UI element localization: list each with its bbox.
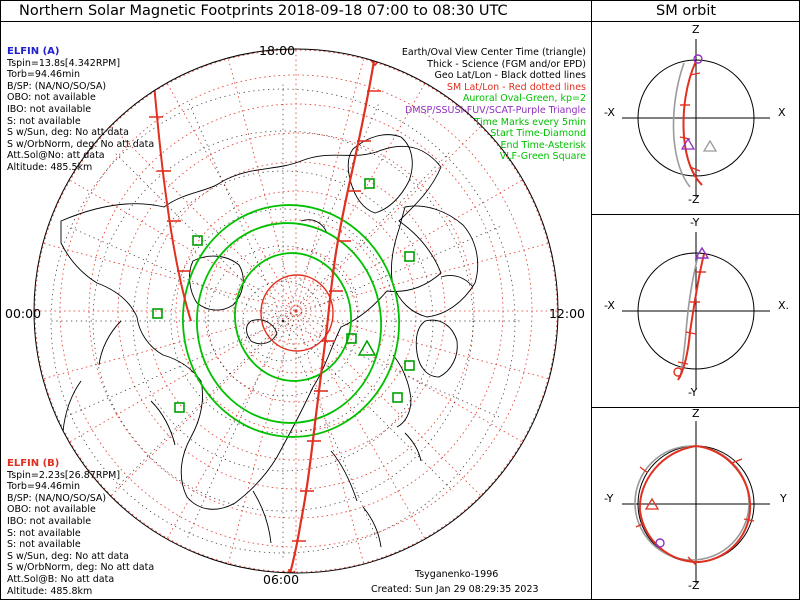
satellite-a-line: S w/OrbNorm, deg: No att data: [7, 138, 155, 150]
satellite-b-line: Tspin=2.23s[26.87RPM]: [7, 469, 121, 481]
satellite-b-line: Att.Sol@B: No att data: [7, 573, 115, 585]
satellite-b-line: OBO: not available: [7, 504, 96, 516]
mlt-label-midnight: 00:00: [5, 306, 42, 321]
legend-item: Earth/Oval View Center Time (triangle): [401, 47, 586, 58]
model-label: Tsyganenko-1996: [415, 569, 499, 580]
orbit-xz-axis-left: -X: [604, 106, 615, 119]
footprint-map-panel[interactable]: [1, 21, 591, 600]
footprint-track-secondary: [153, 73, 191, 321]
orbit-xz-axis-top: Z: [692, 23, 700, 36]
page-title: Northern Solar Magnetic Footprints 2018-09-18 07:00 to 08:30 UTC: [19, 3, 508, 19]
orbit-xy-axis-top: -Y: [690, 216, 700, 229]
vlf-squares: [153, 179, 414, 412]
satellite-a-line: B/SP: (NA/NO/SO/SA): [7, 80, 107, 92]
orbit-yz-axis-bottom: -Z: [688, 579, 700, 592]
orbit-xy-axis-left: -X: [604, 299, 615, 312]
footprint-track: [289, 55, 375, 577]
legend-item: Auroral Oval-Green, kp=2: [462, 93, 586, 105]
orbit-yz-axis-top: Z: [692, 407, 700, 420]
orbit-yz-axis-right: Y: [780, 492, 787, 505]
orbit-xy-axis-right: X.: [778, 299, 790, 312]
legend-item: DMSP/SSUSI-FUV/SCAT-Purple Triangle: [405, 104, 586, 116]
satellite-a-line: Altitude: 485.5km: [7, 161, 93, 173]
map-legend: [386, 47, 586, 163]
legend-item: Time Marks every 5min: [474, 116, 586, 128]
legend-item: VLF-Green Square: [499, 151, 586, 163]
satellite-a-name: ELFIN (A): [7, 46, 60, 57]
legend-item: End Time-Asterisk: [500, 139, 586, 151]
orbit-xy-axis-bottom: -Y: [688, 386, 698, 399]
satellite-a-info: [7, 46, 154, 174]
orbit-xz-axis-bottom: -Z: [688, 193, 700, 206]
center-time-triangle: [359, 341, 375, 355]
orbit-xy-svg[interactable]: [592, 214, 800, 407]
legend-item: SM Lat/Lon - Red dotted lines: [446, 81, 586, 93]
satellite-b-line: S w/Sun, deg: No att data: [7, 550, 129, 562]
mlt-label-noon: 12:00: [548, 306, 585, 321]
satellite-b-line: Torb=94.46min: [7, 481, 81, 493]
orbit-panel-yz[interactable]: [592, 407, 800, 600]
satellite-b-line: S: not available: [7, 539, 81, 551]
legend-item: Start Time-Diamond: [490, 128, 586, 140]
orbit-yz-svg[interactable]: [592, 407, 800, 600]
legend-item: Thick - Science (FGM and/or EPD): [427, 58, 586, 70]
orbit-projections-panel: [592, 21, 800, 600]
satellite-a-line: OBO: not available: [7, 92, 96, 104]
satellite-a-line: Att.Sol@No: att data: [7, 150, 105, 162]
satellite-a-line: IBO: not available: [7, 103, 92, 115]
orbit-panel-title: SM orbit: [656, 3, 717, 19]
orbit-panel-xy[interactable]: [592, 214, 800, 407]
created-label: Created: Sun Jan 29 08:29:35 2023: [371, 584, 539, 595]
satellite-a-line: S: not available: [7, 115, 81, 127]
satellite-b-info: [7, 458, 154, 597]
mlt-label-dawn: 06:00: [263, 572, 300, 587]
satellite-b-line: B/SP: (NA/NO/SO/SA): [7, 492, 107, 504]
satellite-a-line: Torb=94.46min: [7, 69, 81, 81]
satellite-b-line: S: not available: [7, 527, 81, 539]
satellite-a-line: Tspin=13.8s[4.342RPM]: [7, 57, 121, 69]
satellite-b-line: IBO: not available: [7, 515, 92, 527]
inner-red-circle: [261, 275, 333, 351]
satellite-a-line: S w/Sun, deg: No att data: [7, 127, 129, 139]
satellite-b-line: Altitude: 485.8km: [7, 585, 93, 597]
legend-item: Geo Lat/Lon - Black dotted lines: [434, 70, 586, 82]
mlt-label-dusk: 18:00: [259, 43, 296, 58]
orbit-xz-axis-right: X: [778, 106, 786, 119]
orbit-xz-svg[interactable]: [592, 21, 800, 214]
orbit-panel-xz[interactable]: [592, 21, 800, 214]
satellite-b-name: ELFIN (B): [7, 458, 60, 469]
satellite-b-line: S w/OrbNorm, deg: No att data: [7, 562, 155, 574]
orbit-yz-axis-left: -Y: [604, 492, 614, 505]
